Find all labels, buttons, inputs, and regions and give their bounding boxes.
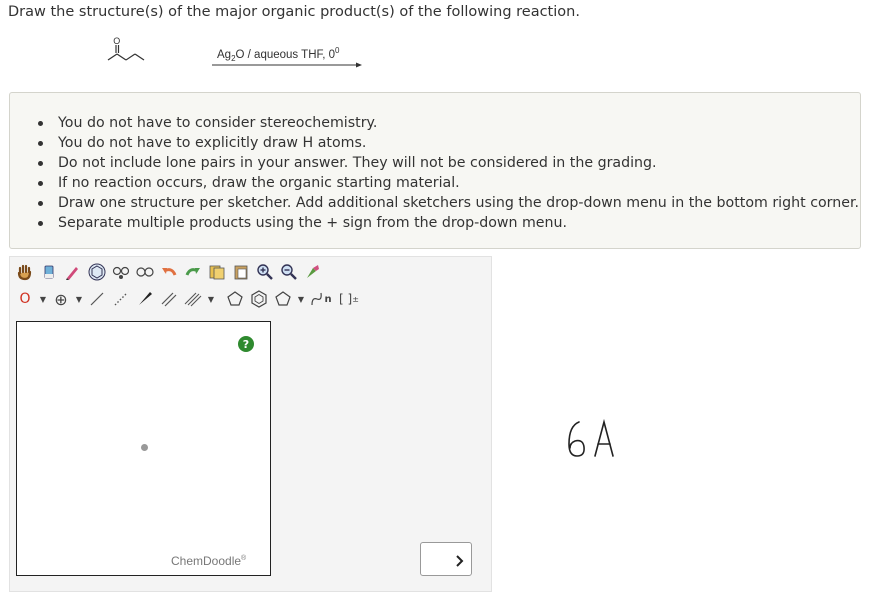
- sketcher-panel: [9, 256, 492, 592]
- zoom-in-icon[interactable]: [254, 261, 276, 283]
- bracket-tool[interactable]: [336, 288, 362, 310]
- instruction-item: If no reaction occurs, draw the organic starting material.: [34, 173, 859, 193]
- handwritten-note-6A: [565, 418, 621, 460]
- redo-icon[interactable]: [182, 261, 204, 283]
- question-text: Draw the structure(s) of the major organic product(s) of the following reaction.: [8, 4, 580, 20]
- reaction-arrow: [212, 63, 362, 68]
- triple-bond-icon[interactable]: [182, 288, 204, 310]
- copy-icon[interactable]: [206, 261, 228, 283]
- chevron-down-icon[interactable]: ▼: [75, 294, 83, 304]
- substrate-oxygen: O: [113, 36, 121, 46]
- paste-icon[interactable]: [230, 261, 252, 283]
- instruction-item: Do not include lone pairs in your answer. They will not be considered in the grading.: [34, 153, 859, 173]
- charge-tool[interactable]: ⊕: [54, 289, 68, 309]
- hand-icon[interactable]: [14, 261, 36, 283]
- chain-template-icon[interactable]: [134, 261, 156, 283]
- instructions-box: [9, 92, 861, 249]
- double-bond-icon[interactable]: [158, 288, 180, 310]
- bracket-sup: ±: [352, 294, 359, 304]
- chevron-down-icon: [420, 542, 472, 576]
- dashed-bond-icon[interactable]: [110, 288, 132, 310]
- cyclopentane-alt-icon[interactable]: [272, 288, 294, 310]
- zoom-out-icon[interactable]: [278, 261, 300, 283]
- toolbar-row-2: [14, 287, 362, 311]
- instruction-item: Draw one structure per sketcher. Add additional sketchers using the drop-down menu in the bottom right corner.: [34, 193, 859, 213]
- benzene-ring-icon[interactable]: [248, 288, 270, 310]
- instructions-list: [34, 113, 859, 233]
- instruction-item: Separate multiple products using the + sign from the drop-down menu.: [34, 213, 859, 233]
- reagent-label: $Ag_2O$ / aqueous THF, $0^0$: [217, 46, 340, 64]
- add-sketcher-dropdown[interactable]: [420, 542, 472, 576]
- sugar-template-icon[interactable]: [110, 261, 132, 283]
- bracket-label: [ ]: [339, 292, 353, 306]
- sgroup-tool[interactable]: [308, 288, 334, 310]
- help-button[interactable]: ?: [238, 336, 254, 352]
- chevron-down-icon[interactable]: ▼: [39, 294, 47, 304]
- ring-template-icon[interactable]: [86, 261, 108, 283]
- pencil-icon[interactable]: [62, 261, 84, 283]
- chevron-down-icon[interactable]: ▼: [207, 294, 215, 304]
- toolbar-row-1: [14, 260, 324, 284]
- cyclopentane-ring-icon[interactable]: [224, 288, 246, 310]
- single-bond-icon[interactable]: [86, 288, 108, 310]
- drawing-canvas[interactable]: [16, 321, 271, 576]
- instruction-item: You do not have to explicitly draw H atoms.: [34, 133, 859, 153]
- chevron-down-icon[interactable]: ▼: [297, 294, 305, 304]
- eraser-icon[interactable]: [38, 261, 60, 283]
- substrate-structure: [108, 45, 144, 60]
- chemdoodle-watermark: ChemDoodle®: [171, 554, 247, 568]
- sgroup-label: n: [324, 293, 332, 305]
- undo-icon[interactable]: [158, 261, 180, 283]
- canvas-cursor-dot: [141, 444, 148, 451]
- atom-oxygen-tool[interactable]: O: [19, 291, 31, 307]
- instruction-item: You do not have to consider stereochemistry.: [34, 113, 859, 133]
- wedge-bond-icon[interactable]: [134, 288, 156, 310]
- clean-icon[interactable]: [302, 261, 324, 283]
